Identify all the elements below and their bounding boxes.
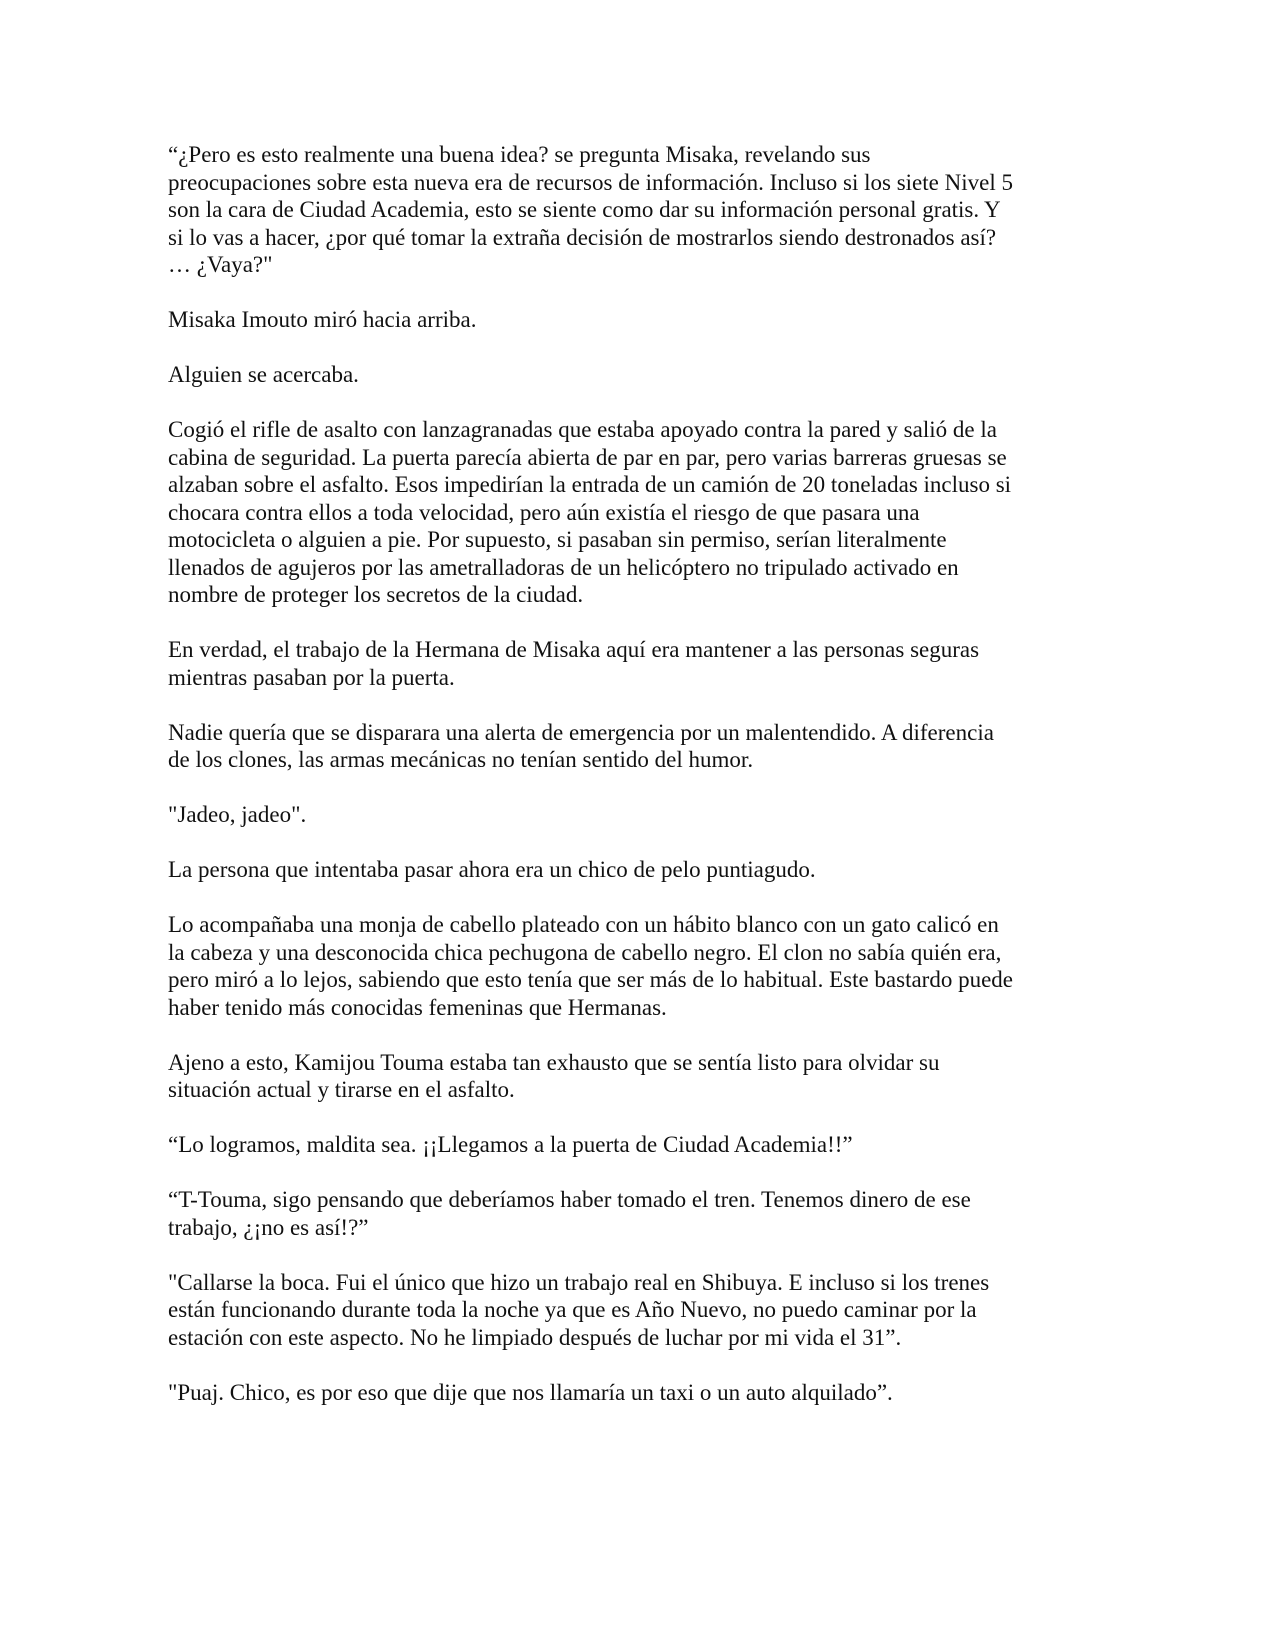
text-line: La persona que intentaba pasar ahora era un chico de pelo puntiagudo. [168,857,816,882]
text-line: haber tenido más conocidas femeninas que Hermanas. [168,994,667,1020]
text-line: nombre de proteger los secretos de la ciudad. [168,582,584,607]
text-line: "Jadeo, jadeo". [168,802,307,827]
text-line: cabina de seguridad. La puerta parecía abierta de par en par, pero varias barreras gruesas se [168,444,1007,470]
text-line: chocara contra ellos a toda velocidad, pero aún existía el riesgo de que pasara una [168,499,920,525]
text-line: son la cara de Ciudad Academia, esto se siente como dar su información personal gratis. Y [168,197,1001,222]
paragraph [168,1186,1068,1241]
paragraph [168,719,1068,774]
text-line: “Lo logramos, maldita sea. ¡¡Llegamos a la puerta de Ciudad Academia!!” [168,1132,853,1157]
text-line: Lo acompañaba una monja de cabello plateado con un hábito blanco con un gato calicó en [168,912,999,937]
text-line: Ajeno a esto, Kamijou Touma estaba tan exhausto que se sentía listo para olvidar su [168,1049,940,1075]
paragraph [168,141,1068,279]
paragraph [168,856,1068,884]
text-line: si lo vas a hacer, ¿por qué tomar la extraña decisión de mostrarlos siendo destronados así? [168,224,997,250]
text-line: Alguien se acercaba. [168,362,359,387]
text-line: En verdad, el trabajo de la Hermana de Misaka aquí era mantener a las personas seguras [168,637,980,662]
paragraph [168,801,1068,829]
document-page [168,141,1068,1434]
paragraph [168,416,1068,609]
text-line: Cogió el rifle de asalto con lanzagranadas que estaba apoyado contra la pared y salió de la [168,417,997,442]
text-line: preocupaciones sobre esta nueva era de recursos de información. Incluso si los siete Nivel 5 [168,169,1013,195]
paragraph [168,1269,1068,1352]
text-line: trabajo, ¿¡no es así!?” [168,1214,369,1240]
text-line: estación con este aspecto. No he limpiado después de luchar por mi vida el 31”. [168,1324,902,1350]
text-line: motocicleta o alguien a pie. Por supuesto, si pasaban sin permiso, serían literalmente [168,527,947,552]
paragraph [168,306,1068,334]
text-line: Misaka Imouto miró hacia arriba. [168,307,477,332]
text-line: llenados de agujeros por las ametralladoras de un helicóptero no tripulado activado en [168,554,959,580]
text-line: … ¿Vaya?" [168,252,273,277]
text-line: pero miró a lo lejos, sabiendo que esto tenía que ser más de lo habitual. Este bastardo puede [168,967,1014,992]
paragraph [168,1131,1068,1159]
text-line: “¿Pero es esto realmente una buena idea? se pregunta Misaka, revelando sus [168,142,871,167]
paragraph [168,911,1068,1021]
text-line: "Callarse la boca. Fui el único que hizo un trabajo real en Shibuya. E incluso si los trenes [168,1269,990,1295]
text-line: alzaban sobre el asfalto. Esos impedirían la entrada de un camión de 20 toneladas incluso si [168,472,1012,497]
paragraph [168,1049,1068,1104]
text-line: la cabeza y una desconocida chica pechugona de cabello negro. El clon no sabía quién era, [168,939,1002,965]
text-line: están funcionando durante toda la noche ya que es Año Nuevo, no puedo caminar por la [168,1297,977,1322]
text-line: mientras pasaban por la puerta. [168,664,455,690]
text-line: situación actual y tirarse en el asfalto. [168,1077,515,1102]
text-line: “T-Touma, sigo pensando que deberíamos haber tomado el tren. Tenemos dinero de ese [168,1187,971,1212]
paragraph [168,361,1068,389]
paragraph [168,636,1068,691]
text-line: de los clones, las armas mecánicas no tenían sentido del humor. [168,747,754,772]
text-line: "Puaj. Chico, es por eso que dije que nos llamaría un taxi o un auto alquilado”. [168,1379,893,1405]
text-line: Nadie quería que se disparara una alerta de emergencia por un malentendido. A diferencia [168,719,994,745]
paragraph [168,1379,1068,1407]
